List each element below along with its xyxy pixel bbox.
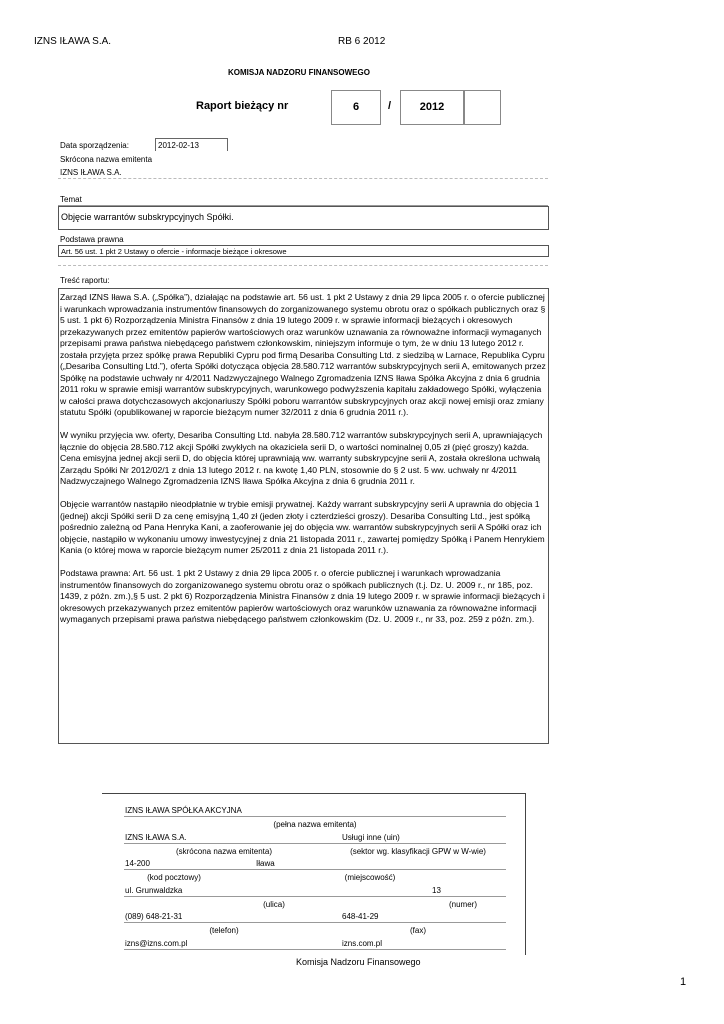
short-name-label: Skrócona nazwa emitenta <box>60 155 153 164</box>
authority-title: KOMISJA NADZORU FINANSOWEGO <box>228 68 370 77</box>
date-label: Data sporządzenia: <box>60 141 129 150</box>
issuer-city: Iława <box>256 859 275 868</box>
content-label: Treść raportu: <box>60 276 110 285</box>
divider <box>58 265 548 266</box>
topic-value: Objęcie warrantów subskrypcyjnych Spółki. <box>61 212 234 222</box>
content-paragraph: Objęcie warrantów nastąpiło nieodpłatnie w trybie emisji prywatnej. Każdy warrant subskrypcyjny serii A uprawnia do objęcia 1 (jednej) akcji Spółki serii D za cenę emisyjną 1,40 zł (jeden złoty i czterdzieści groszy). Desariba Consulting Ltd., jest spółką pośrednio zależną od Pana Henryka Kani, a zaoferowanie jej do objęcia ww. warrantów subskrypcyjnych serii A Spółki oraz ich objęcie, nastąpiło w wykonaniu umowy inwestycyjnej z dnia 21 listopada 2011 r., zawartej pomiędzy Spółką i Panem Henrykiem Kania (o której mowa w raporcie bieżącym numer 25/2011 z dnia 21 listopada 2011 r.). <box>60 499 545 555</box>
issuer-phone-caption: (telefon) <box>209 926 239 935</box>
divider <box>124 869 506 870</box>
report-title-label: Raport bieżący nr <box>196 100 289 112</box>
issuer-short-name-caption: (skrócona nazwa emitenta) <box>175 847 273 856</box>
issuer-right-line <box>525 793 526 955</box>
issuer-number-caption: (numer) <box>448 900 477 909</box>
issuer-top-line <box>102 793 526 794</box>
divider <box>124 922 506 923</box>
divider <box>124 949 506 950</box>
report-year: 2012 <box>419 101 445 113</box>
header-report-id: RB 6 2012 <box>338 36 386 47</box>
issuer-number: 13 <box>432 886 441 895</box>
content-body <box>60 292 546 626</box>
divider <box>58 178 548 179</box>
issuer-phone: (089) 648-21-31 <box>125 912 183 921</box>
issuer-postal-code: 14-200 <box>125 859 150 868</box>
page-number: 1 <box>680 976 687 988</box>
issuer-sector-caption: (sektor wg. klasyfikacji GPW w W-wie) <box>350 847 486 856</box>
divider <box>124 896 506 897</box>
content-box <box>58 288 549 744</box>
content-paragraph: Podstawa prawna: Art. 56 ust. 1 pkt 2 Ustawy z dnia 29 lipca 2005 r. o ofercie publicznej i warunkach wprowadzania instrumentów finansowych do zorganizowanego systemu obrotu oraz o spółkach publicznych (t.j. Dz. U. 2009 r., nr 185, poz. 1439, z późn. zm.),§ 5 ust. 2 pkt 6) Rozporządzenia Ministra Finansów z dnia 19 lutego 2009 r. w sprawie informacji bieżących i okresowych przekazywanych przez emitentów papierów wartościowych oraz warunków uznawania za równoważne informacji wymaganych przepisami prawa państwa niebędącego państwem członkowskim (Dz. U. 2009 r., nr 33, poz. 259 z późn. zm.). <box>60 568 545 624</box>
issuer-short-name: IZNS IŁAWA S.A. <box>125 833 187 842</box>
legal-basis-label: Podstawa prawna <box>60 235 124 244</box>
issuer-full-name: IZNS IŁAWA SPÓŁKA AKCYJNA <box>125 806 242 815</box>
topic-label: Temat <box>60 195 82 204</box>
issuer-www: izns.com.pl <box>342 939 383 948</box>
issuer-street-caption: (ulica) <box>263 900 285 909</box>
issuer-fax-caption: (fax) <box>410 926 426 935</box>
content-paragraph: Zarząd IZNS Iława S.A. („Spółka”), działając na podstawie art. 56 ust. 1 pkt 2 Ustawy z dnia 29 lipca 2005 r. o ofercie publicznej i warunkach wprowadzania instrumentów finansowych do zorganizowanego systemu obrotu oraz o spółkach publicznych oraz § 5 ust. 1 pkt 6) Rozporządzenia Ministra Finansów z dnia 19 lutego 2009 r. w sprawie informacji bieżących i okresowych przekazywanych przez emitentów papierów wartościowych oraz warunków uznawania za równoważne informacji wymaganych przepisami prawa państwa niebędącego państwem członkowskim, niniejszym informuje o tym, że w dniu 13 lutego 2012 r. została przyjęta przez spółkę prawa Republiki Cypru pod firmą Desariba Consulting Ltd. z siedzibą w Larnace, Republika Cypru („Desariba Consulting Ltd.”), oferta Spółki dotycząca objęcia 28.580.712 warrantów subskrypcyjnych serii A, emitowanych przez Spółkę na podstawie uchwały nr 4/2011 Nadzwyczajnego Walnego Zgromadzenia IZNS Iława Spółka Akcyjna z dnia 6 grudnia 2011 roku w sprawie emisji warrantów subskrypcyjnych, warunkowego podwyższenia kapitału zakładowego Spółki, wyłączenia w całości prawa dotychczasowych akcjonariuszy Spółki poboru warrantów subskrypcyjnych oraz akcji nowej emisji oraz zmiany statutu Spółki (opublikowanej w raporcie bieżącym numer 32/2011 z dnia 6 grudnia 2011 r.). <box>60 292 546 417</box>
issuer-full-name-caption: (pełna nazwa emitenta) <box>273 820 357 829</box>
date-value: 2012-02-13 <box>158 141 199 150</box>
issuer-email: izns@izns.com.pl <box>125 939 188 948</box>
issuer-city-caption: (miejscowość) <box>344 873 396 882</box>
legal-basis-value: Art. 56 ust. 1 pkt 2 Ustawy o ofercie - informacje bieżące i okresowe <box>61 247 287 256</box>
short-name-value: IZNS IŁAWA S.A. <box>60 168 122 177</box>
footer-authority: Komisja Nadzoru Finansowego <box>296 957 421 967</box>
issuer-sector: Usługi inne (uin) <box>342 833 400 842</box>
issuer-postal-caption: (kod pocztowy) <box>147 873 201 882</box>
header-company: IZNS IŁAWA S.A. <box>34 36 112 47</box>
report-number: 6 <box>352 101 360 113</box>
legal-basis-box <box>58 245 549 257</box>
report-extra-box <box>464 90 501 125</box>
topic-box <box>58 206 549 230</box>
divider <box>124 816 506 817</box>
report-number-separator: / <box>388 100 392 112</box>
content-paragraph: W wyniku przyjęcia ww. oferty, Desariba Consulting Ltd. nabyła 28.580.712 warrantów subskrypcyjnych serii A, uprawniających łącznie do objęcia 28.580.712 akcji Spółki zwykłych na okaziciela serii D, o wartości nominalnej 0,05 zł (pięć groszy) każda. Cena emisyjna jednej akcji serii D, do objęcia której uprawniają ww. warranty subskrypcyjne serii A, została określona uchwałą Zarządu Spółki Nr 2012/02/1 z dnia 13 lutego 2012 r. na kwotę 1,40 PLN, stosownie do § 2 ust. 5 ww. uchwały nr 4/2011 Nadzwyczajnego Walnego Zgromadzenia IZNS Iława Spółka Akcyjna z dnia 6 grudnia 2011 r. <box>60 430 543 486</box>
issuer-street: ul. Grunwaldzka <box>125 886 183 895</box>
divider <box>124 843 506 844</box>
report-number-box <box>331 90 381 125</box>
report-year-box <box>400 90 464 125</box>
issuer-fax: 648-41-29 <box>342 912 379 921</box>
